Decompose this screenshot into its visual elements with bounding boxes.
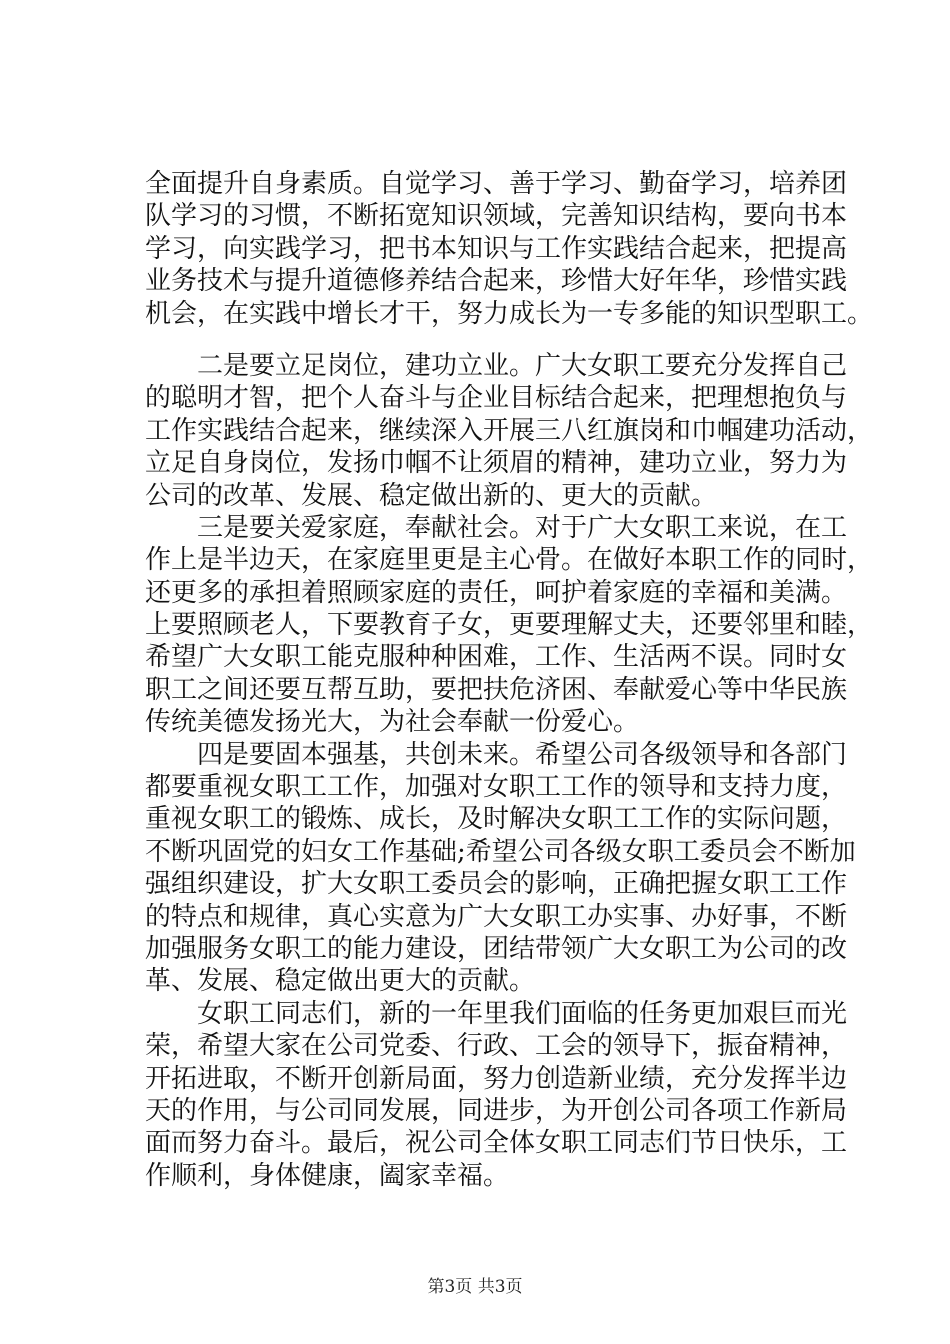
text-line: 天的作用，与公司同发展，同进步，为开创公司各项工作新局 bbox=[145, 1095, 848, 1126]
paragraph-3 bbox=[145, 512, 874, 739]
text-line: 立足自身岗位，发扬巾帼不让须眉的精神，建功立业，努力为 bbox=[145, 448, 848, 479]
text-line: 传统美德发扬光大，为社会奉献一份爱心。 bbox=[145, 707, 640, 738]
text-line: 面而努力奋斗。最后，祝公司全体女职工同志们节日快乐，工 bbox=[145, 1128, 848, 1159]
paragraph-gap bbox=[145, 330, 825, 350]
text-line: 不断巩固党的妇女工作基础;希望公司各级女职工委员会不断加 bbox=[145, 836, 856, 867]
text-line: 加强服务女职工的能力建设，团结带领广大女职工为公司的改 bbox=[145, 933, 848, 964]
text-line: 革、发展、稳定做出更大的贡献。 bbox=[145, 966, 536, 997]
text-line: 重视女职工的锻炼、成长，及时解决女职工工作的实际问题， bbox=[145, 804, 848, 835]
text-line: 公司的改革、发展、稳定做出新的、更大的贡献。 bbox=[145, 480, 718, 511]
text-line: 强组织建设，扩大女职工委员会的影响，正确把握女职工工作 bbox=[145, 869, 848, 900]
text-line: 队学习的习惯，不断拓宽知识领域，完善知识结构，要向书本 bbox=[145, 201, 848, 232]
text-line: 上要照顾老人，下要教育子女，更要理解丈夫，还要邻里和睦， bbox=[145, 610, 874, 641]
text-line: 还更多的承担着照顾家庭的责任，呵护着家庭的幸福和美满。 bbox=[145, 577, 848, 608]
text-line: 作上是半边天，在家庭里更是主心骨。在做好本职工作的同时， bbox=[145, 545, 874, 576]
text-line: 三是要关爱家庭，奉献社会。对于广大女职工来说，在工 bbox=[145, 512, 848, 543]
text-line: 机会，在实践中增长才干，努力成长为一专多能的知识型职工。 bbox=[145, 298, 874, 329]
text-line: 的特点和规律，真心实意为广大女职工办实事、办好事，不断 bbox=[145, 901, 848, 932]
text-line: 学习，向实践学习，把书本知识与工作实践结合起来，把提高 bbox=[145, 233, 848, 264]
text-line: 希望广大女职工能克服种种困难，工作、生活两不误。同时女 bbox=[145, 642, 848, 673]
document-body bbox=[145, 168, 874, 1192]
paragraph-2 bbox=[145, 350, 874, 512]
text-line: 作顺利，身体健康，阖家幸福。 bbox=[145, 1160, 510, 1191]
text-line: 开拓进取，不断开创新局面，努力创造新业绩，充分发挥半边 bbox=[145, 1063, 848, 1094]
text-line: 都要重视女职工工作，加强对女职工工作的领导和支持力度， bbox=[145, 772, 848, 803]
paragraph-5 bbox=[145, 998, 848, 1192]
text-line: 的聪明才智，把个人奋斗与企业目标结合起来，把理想抱负与 bbox=[145, 383, 848, 414]
text-line: 工作实践结合起来，继续深入开展三八红旗岗和巾帼建功活动， bbox=[145, 415, 874, 446]
page-footer bbox=[0, 1272, 950, 1297]
paragraph-1 bbox=[145, 168, 874, 330]
text-line: 荣，希望大家在公司党委、行政、工会的领导下，振奋精神， bbox=[145, 1031, 848, 1062]
text-line: 女职工同志们，新的一年里我们面临的任务更加艰巨而光 bbox=[145, 998, 848, 1029]
text-line: 四是要固本强基，共创未来。希望公司各级领导和各部门 bbox=[145, 739, 848, 770]
text-line: 二是要立足岗位，建功立业。广大女职工要充分发挥自己 bbox=[145, 350, 848, 381]
text-line: 全面提升自身素质。自觉学习、善于学习、勤奋学习，培养团 bbox=[145, 169, 848, 199]
page-number-label: 第3页 共3页 bbox=[427, 1277, 523, 1297]
text-line: 业务技术与提升道德修养结合起来，珍惜大好年华，珍惜实践 bbox=[145, 266, 848, 297]
text-line: 职工之间还要互帮互助，要把扶危济困、奉献爱心等中华民族 bbox=[145, 674, 848, 705]
paragraph-4 bbox=[145, 739, 856, 998]
